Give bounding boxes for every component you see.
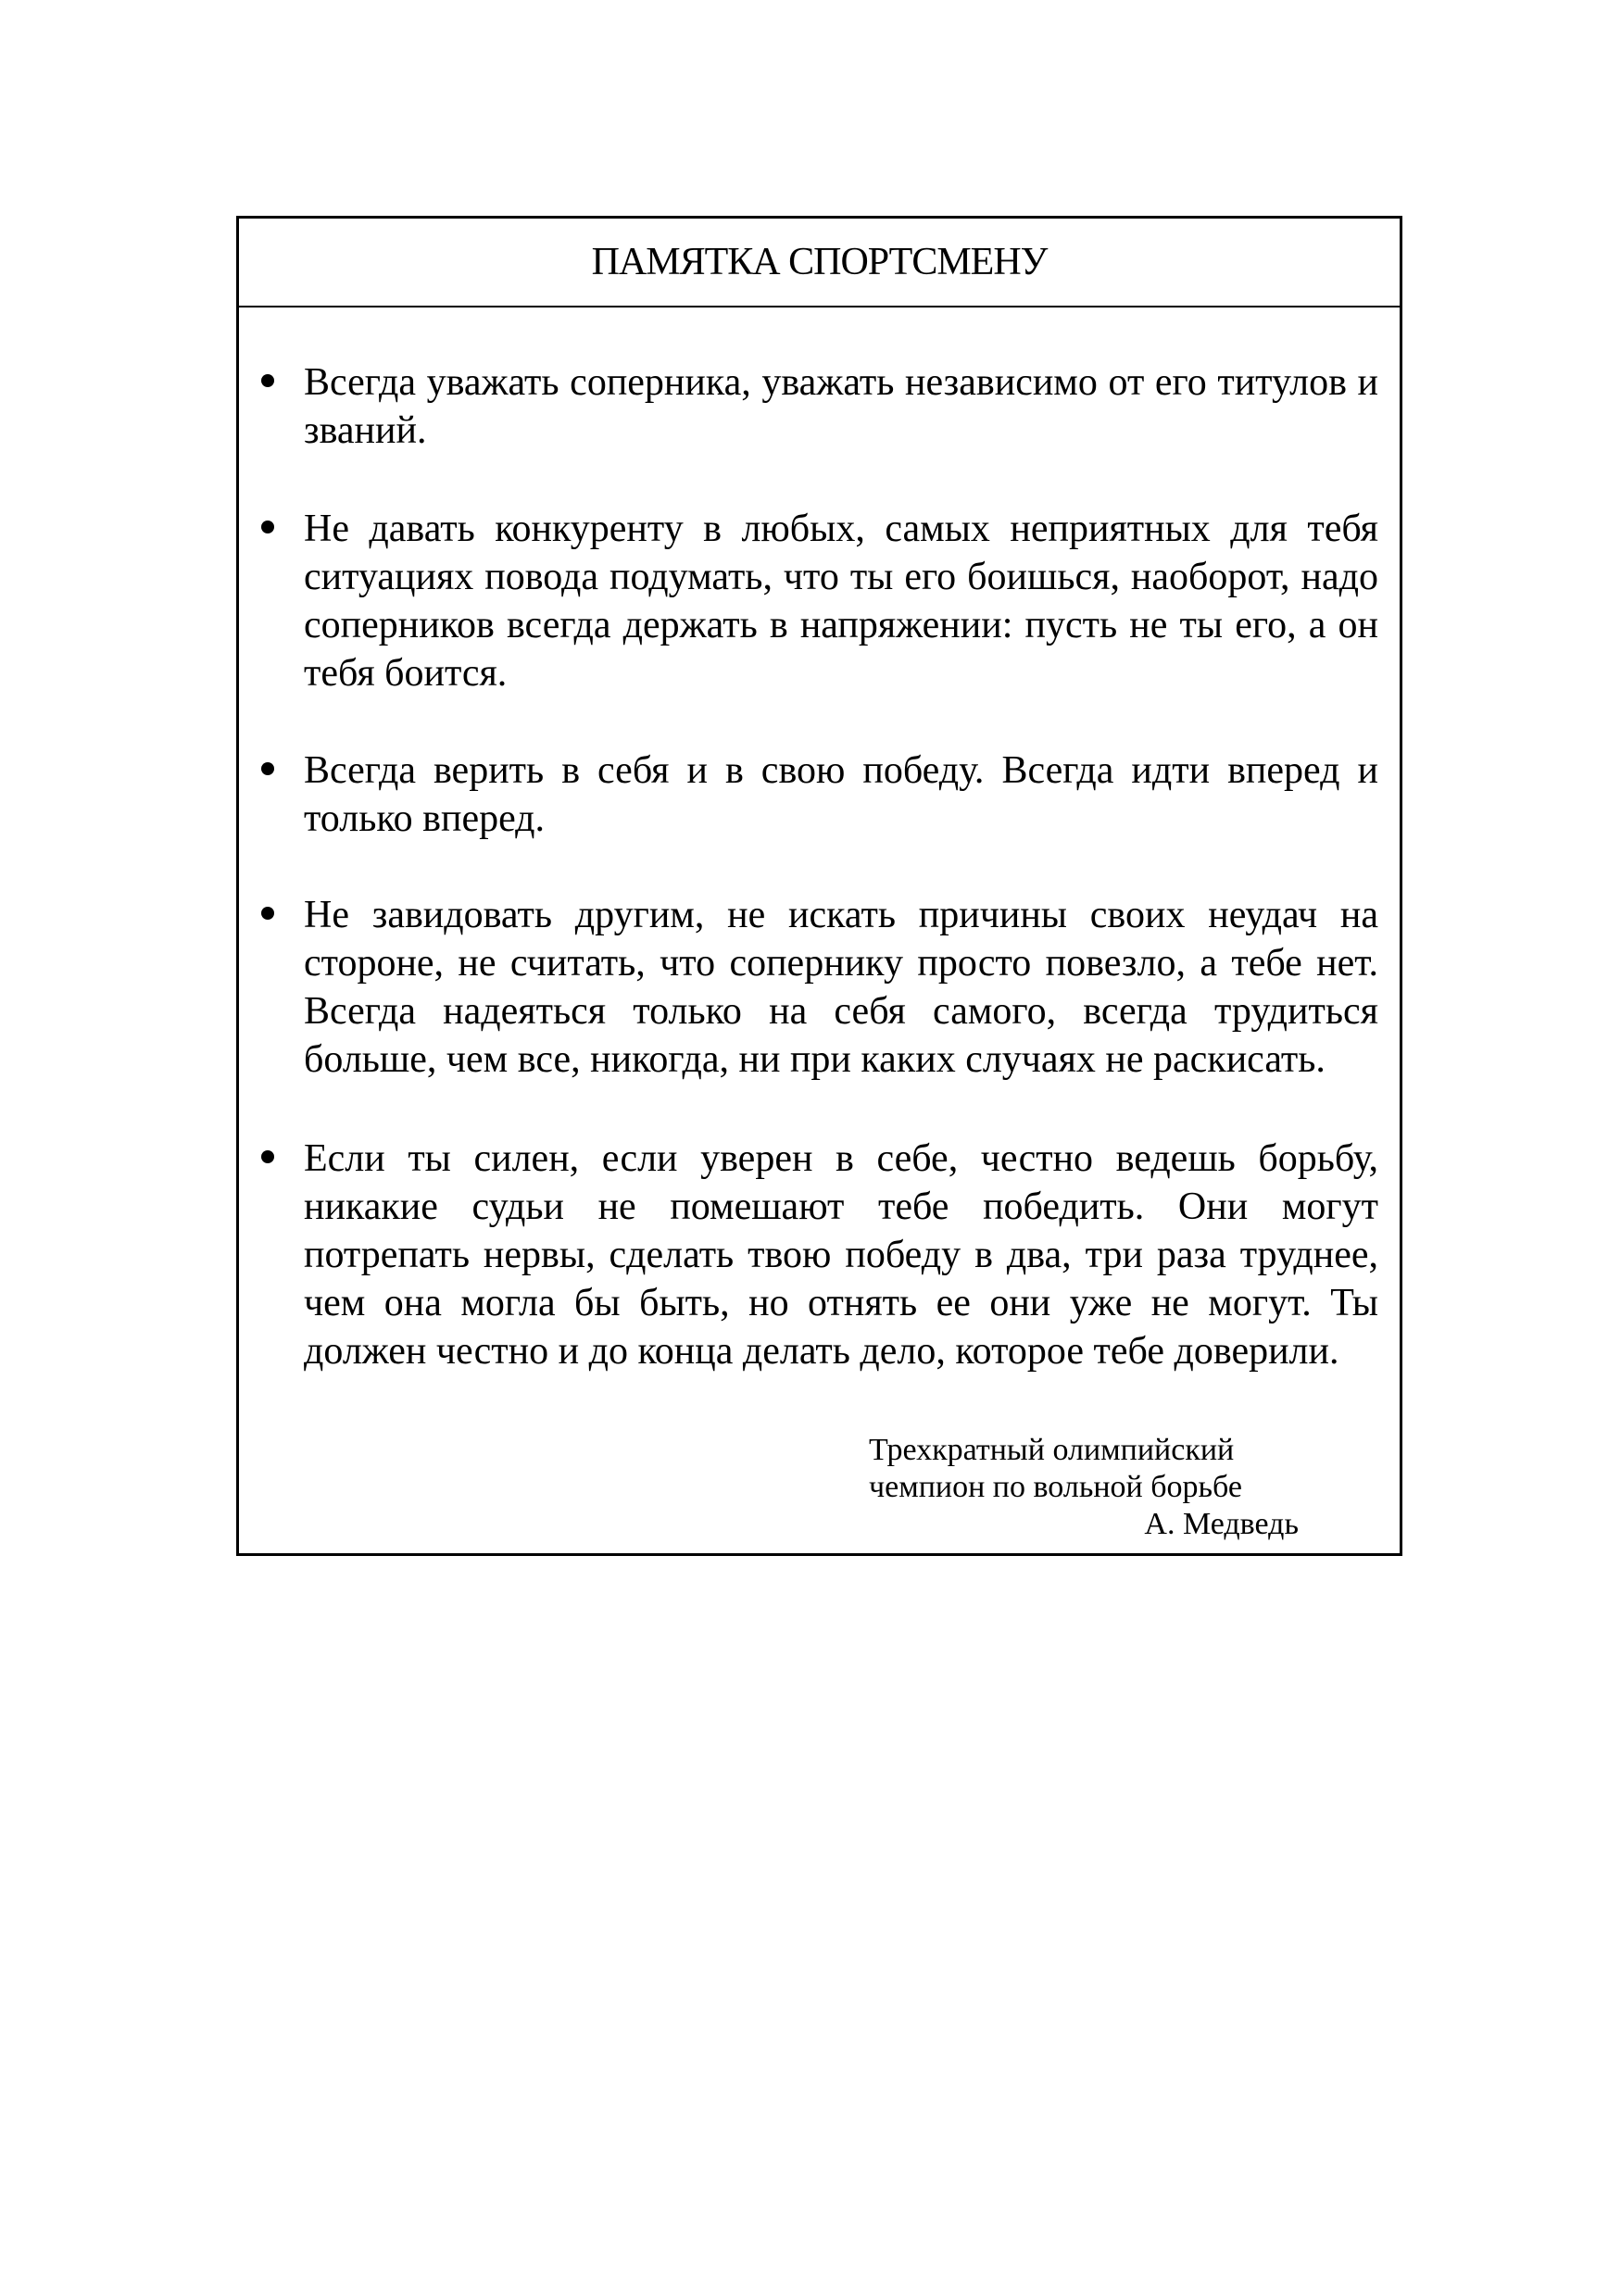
list-item [304,505,1378,697]
bullet-icon [261,907,274,920]
signature-line-2: чемпион по вольной борьбе [869,1470,1242,1504]
signature-line-1: Трехкратный олимпийский [869,1433,1235,1467]
signature-name: А. Медведь [1144,1507,1299,1541]
bullet-icon [261,1150,274,1163]
bullet-icon [261,521,274,533]
list-item-text: Всегда уважать соперника, уважать независимо от его титулов и званий. [304,361,1378,452]
signature-block [869,1432,1351,1543]
list-item-text: Не давать конкуренту в любых, самых неприятных для тебя ситуациях повода подумать, что ты его боишься, наоборот, надо соперников всегда держать в напряжении: пусть не ты его, а он тебя боится. [304,508,1378,695]
bullet-icon [261,374,274,387]
list-item-text: Всегда верить в себя и в свою победу. Всегда идти вперед и только вперед. [304,749,1378,840]
memo-box [236,216,1402,1556]
list-item-text: Не завидовать другим, не искать причины своих неудач на стороне, не считать, что сопернику просто повезло, а тебе нет. Всегда надеяться только на себя самого, всегда трудиться больше, чем все, никогда, ни при каких случаях не раскисать. [304,894,1378,1081]
list-item [304,891,1378,1084]
bullet-icon [261,762,274,775]
list-item [304,1135,1378,1375]
list-item [304,747,1378,843]
memo-title: ПАМЯТКА СПОРТСМЕНУ [239,219,1400,307]
list-item-text: Если ты силен, если уверен в себе, честно ведешь борьбу, никакие судьи не помешают тебе победить. Они могут потрепать нервы, сделать твою победу в два, три раза труднее, чем она могла бы быть, но отнять ее они уже не могут. Ты должен честно и до конца делать дело, которое тебе доверили. [304,1137,1378,1373]
list-item [304,358,1378,455]
